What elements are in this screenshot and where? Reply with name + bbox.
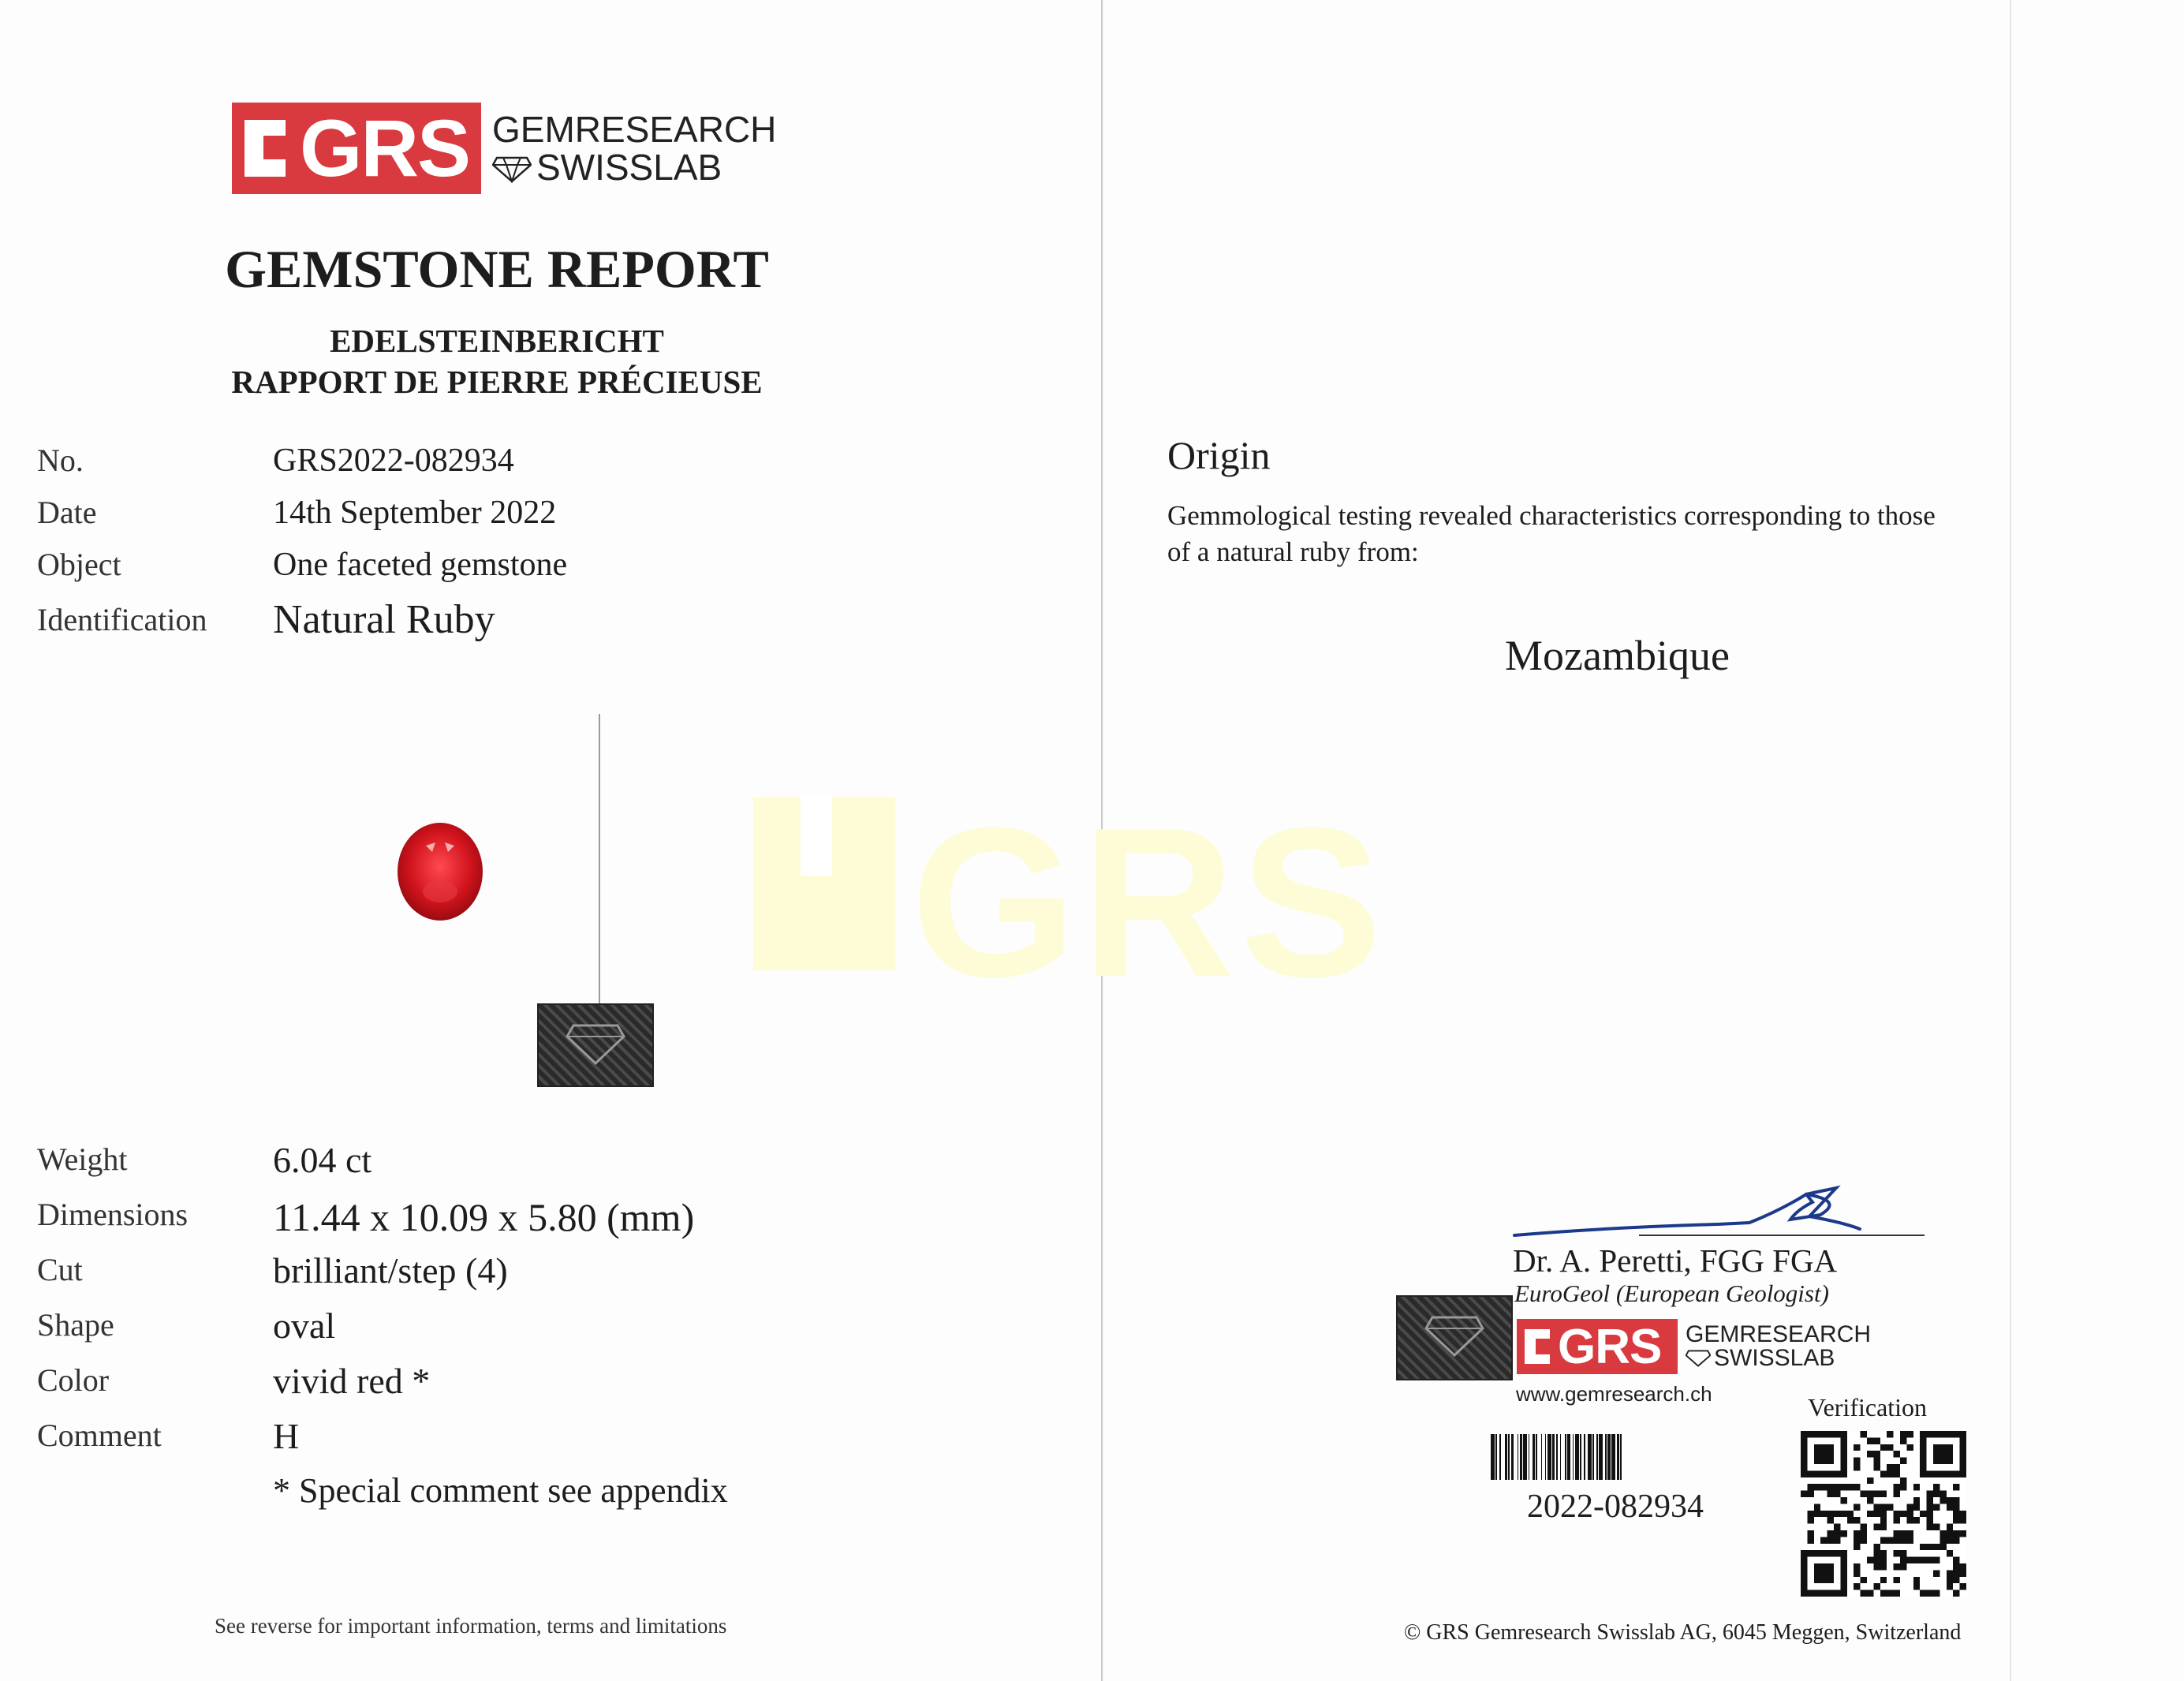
qr-module bbox=[1913, 1497, 1920, 1504]
qr-module bbox=[1840, 1511, 1846, 1517]
qr-module bbox=[1847, 1511, 1854, 1517]
property-value-dimensions: 11.44 x 10.09 x 5.80 (mm) bbox=[273, 1195, 695, 1239]
qr-module bbox=[1873, 1511, 1880, 1517]
qr-module bbox=[1953, 1557, 1959, 1563]
qr-module bbox=[1873, 1458, 1880, 1464]
qr-module bbox=[1947, 1550, 1953, 1556]
detail-label-date: Date bbox=[37, 495, 97, 530]
qr-module bbox=[1900, 1458, 1906, 1464]
qr-module bbox=[1834, 1484, 1840, 1490]
grs-logo-mark bbox=[1517, 1319, 1678, 1374]
qr-module bbox=[1894, 1470, 1900, 1477]
qr-module bbox=[1854, 1537, 1860, 1543]
qr-module bbox=[1894, 1511, 1900, 1517]
logo-name-line2: SWISSLAB bbox=[536, 147, 722, 188]
qr-module bbox=[1861, 1524, 1867, 1530]
qr-module bbox=[1873, 1491, 1880, 1497]
qr-module bbox=[1820, 1537, 1827, 1543]
qr-module bbox=[1960, 1570, 1966, 1576]
property-label-cut: Cut bbox=[37, 1252, 83, 1287]
qr-module bbox=[1854, 1444, 1860, 1451]
gemresearch-swisslab-wordmark bbox=[492, 109, 777, 188]
qr-module bbox=[1807, 1537, 1813, 1543]
grs-logo-text: GRS bbox=[1558, 1319, 1662, 1374]
qr-module bbox=[1861, 1431, 1867, 1437]
qr-module bbox=[1827, 1484, 1834, 1490]
qr-module bbox=[1947, 1583, 1953, 1589]
qr-module bbox=[1960, 1583, 1966, 1589]
qr-module bbox=[1913, 1517, 1920, 1523]
grs-logo-text: GRS bbox=[300, 103, 470, 193]
barcode bbox=[1491, 1434, 1751, 1480]
qr-module bbox=[1880, 1524, 1887, 1530]
qr-module bbox=[1867, 1491, 1873, 1497]
qr-module bbox=[1906, 1431, 1913, 1437]
qr-module bbox=[1894, 1484, 1900, 1490]
qr-module bbox=[1880, 1577, 1887, 1583]
copyright-footer: © GRS Gemresearch Swisslab AG, 6045 Meggen, Switzerland bbox=[1404, 1620, 1962, 1645]
qr-module bbox=[1953, 1530, 1959, 1537]
qr-module bbox=[1953, 1577, 1959, 1583]
property-value-shape: oval bbox=[273, 1306, 336, 1346]
diamond-icon bbox=[1686, 1350, 1711, 1367]
qr-module bbox=[1906, 1511, 1913, 1517]
qr-module bbox=[1807, 1511, 1813, 1517]
swiss-cross-icon bbox=[245, 120, 286, 177]
qr-module bbox=[1927, 1511, 1933, 1517]
qr-module bbox=[1933, 1491, 1939, 1497]
report-title: GEMSTONE REPORT bbox=[225, 239, 769, 299]
qr-module bbox=[1867, 1511, 1873, 1517]
qr-module bbox=[1894, 1517, 1900, 1523]
qr-module bbox=[1873, 1451, 1880, 1457]
qr-module bbox=[1834, 1537, 1840, 1543]
qr-module bbox=[1880, 1563, 1887, 1570]
qr-module bbox=[1887, 1470, 1893, 1477]
qr-module bbox=[1900, 1431, 1906, 1437]
qr-module bbox=[1900, 1484, 1906, 1490]
qr-module bbox=[1861, 1530, 1867, 1537]
qr-module bbox=[1927, 1517, 1933, 1523]
qr-module bbox=[1894, 1537, 1900, 1543]
detail-value-identification: Natural Ruby bbox=[273, 597, 495, 642]
qr-module bbox=[1873, 1544, 1880, 1550]
qr-module bbox=[1847, 1484, 1854, 1490]
origin-heading: Origin bbox=[1167, 433, 1271, 477]
qr-module bbox=[1827, 1530, 1834, 1537]
qr-module bbox=[1920, 1590, 1926, 1597]
qr-module bbox=[1953, 1570, 1959, 1576]
qr-module bbox=[1913, 1583, 1920, 1589]
qr-module bbox=[1947, 1537, 1953, 1543]
qr-module bbox=[1827, 1537, 1834, 1543]
qr-module bbox=[1939, 1544, 1946, 1550]
special-comment-note: * Special comment see appendix bbox=[273, 1471, 728, 1510]
page-edge bbox=[2010, 0, 2011, 1681]
qr-module bbox=[1939, 1491, 1946, 1497]
qr-module bbox=[1854, 1544, 1860, 1550]
qr-module bbox=[1834, 1491, 1840, 1497]
grs-logo-small bbox=[1517, 1319, 1871, 1374]
qr-module bbox=[1960, 1517, 1966, 1523]
qr-module bbox=[1873, 1437, 1880, 1444]
detail-value-object: One faceted gemstone bbox=[273, 547, 568, 583]
qr-module bbox=[1900, 1477, 1906, 1484]
qr-module bbox=[1861, 1537, 1867, 1543]
barcode-number: 2022-082934 bbox=[1527, 1489, 1704, 1525]
detail-label-object: Object bbox=[37, 547, 121, 582]
qr-module bbox=[1913, 1484, 1920, 1490]
detail-value-number: GRS2022-082934 bbox=[273, 443, 514, 479]
qr-module bbox=[1933, 1570, 1939, 1576]
qr-module bbox=[1900, 1550, 1906, 1556]
signatory-title: EuroGeol (European Geologist) bbox=[1514, 1279, 1829, 1307]
qr-module bbox=[1906, 1557, 1913, 1563]
qr-module bbox=[1820, 1484, 1827, 1490]
property-label-comment: Comment bbox=[37, 1418, 162, 1453]
qr-module bbox=[1894, 1550, 1900, 1556]
barcode-bar bbox=[1622, 1434, 1624, 1480]
diamond-icon bbox=[492, 156, 532, 183]
verification-label: Verification bbox=[1808, 1393, 1928, 1421]
qr-module bbox=[1900, 1511, 1906, 1517]
qr-module bbox=[1880, 1537, 1887, 1543]
property-label-shape: Shape bbox=[37, 1307, 114, 1343]
qr-module bbox=[1939, 1537, 1946, 1543]
qr-module bbox=[1953, 1590, 1959, 1597]
report-subtitle-fr: RAPPORT DE PIERRE PRÉCIEUSE bbox=[231, 364, 763, 400]
qr-module bbox=[1960, 1563, 1966, 1570]
qr-module bbox=[1854, 1458, 1860, 1464]
qr-module bbox=[1880, 1517, 1887, 1523]
qr-module bbox=[1880, 1557, 1887, 1563]
website-link[interactable]: www.gemresearch.ch bbox=[1516, 1382, 1712, 1406]
qr-module bbox=[1887, 1431, 1893, 1437]
qr-module bbox=[1906, 1444, 1913, 1451]
qr-module bbox=[1894, 1577, 1900, 1583]
qr-module bbox=[1920, 1511, 1926, 1517]
qr-module bbox=[1927, 1491, 1933, 1497]
qr-module bbox=[1867, 1590, 1873, 1597]
property-value-comment: H bbox=[273, 1416, 300, 1456]
qr-module bbox=[1814, 1484, 1820, 1490]
qr-module bbox=[1854, 1530, 1860, 1537]
qr-module bbox=[1827, 1491, 1834, 1497]
property-value-cut: brilliant/step (4) bbox=[273, 1250, 508, 1291]
qr-module bbox=[1854, 1517, 1860, 1523]
qr-module bbox=[1947, 1577, 1953, 1583]
qr-module bbox=[1933, 1504, 1939, 1510]
qr-module bbox=[1906, 1530, 1913, 1537]
qr-module bbox=[1927, 1590, 1933, 1597]
qr-module bbox=[1960, 1511, 1966, 1517]
qr-module bbox=[1894, 1590, 1900, 1597]
detail-label-identification: Identification bbox=[37, 602, 207, 637]
qr-finder bbox=[1814, 1563, 1834, 1583]
qr-module bbox=[1867, 1437, 1873, 1444]
grs-logo-mark bbox=[232, 103, 481, 194]
qr-module bbox=[1873, 1550, 1880, 1556]
qr-module bbox=[1880, 1504, 1887, 1510]
qr-module bbox=[1854, 1583, 1860, 1589]
ruby-photo bbox=[394, 820, 486, 923]
detail-label-number: No. bbox=[37, 443, 84, 478]
qr-module bbox=[1814, 1504, 1820, 1510]
qr-module bbox=[1927, 1504, 1933, 1510]
qr-module bbox=[1947, 1570, 1953, 1576]
qr-module bbox=[1894, 1530, 1900, 1537]
qr-module bbox=[1939, 1530, 1946, 1537]
qr-module bbox=[1947, 1497, 1953, 1504]
origin-text-line1: Gemmological testing revealed characteristics corresponding to those bbox=[1167, 500, 1936, 531]
qr-module bbox=[1900, 1437, 1906, 1444]
qr-module bbox=[1894, 1451, 1900, 1457]
qr-module bbox=[1873, 1557, 1880, 1563]
qr-module bbox=[1953, 1484, 1959, 1490]
qr-module bbox=[1854, 1570, 1860, 1576]
qr-module bbox=[1887, 1590, 1893, 1597]
qr-module bbox=[1880, 1491, 1887, 1497]
qr-module bbox=[1840, 1530, 1846, 1537]
swiss-cross-icon bbox=[1525, 1329, 1550, 1364]
qr-module bbox=[1906, 1537, 1913, 1543]
qr-module bbox=[1880, 1511, 1887, 1517]
qr-module bbox=[1880, 1590, 1887, 1597]
property-value-weight: 6.04 ct bbox=[273, 1140, 372, 1180]
qr-module bbox=[1867, 1451, 1873, 1457]
qr-finder bbox=[1814, 1444, 1834, 1464]
qr-module bbox=[1933, 1557, 1939, 1563]
qr-module bbox=[1887, 1464, 1893, 1470]
qr-module bbox=[1894, 1464, 1900, 1470]
qr-module bbox=[1953, 1537, 1959, 1543]
qr-module bbox=[1927, 1557, 1933, 1563]
qr-module bbox=[1927, 1524, 1933, 1530]
qr-finder bbox=[1933, 1444, 1953, 1464]
verification-qr-code[interactable] bbox=[1801, 1431, 1966, 1597]
qr-module bbox=[1906, 1504, 1913, 1510]
qr-module bbox=[1854, 1464, 1860, 1470]
diamond-icon bbox=[1424, 1314, 1484, 1358]
qr-module bbox=[1861, 1590, 1867, 1597]
qr-module bbox=[1900, 1563, 1906, 1570]
qr-module bbox=[1814, 1511, 1820, 1517]
qr-module bbox=[1827, 1517, 1834, 1523]
qr-module bbox=[1894, 1563, 1900, 1570]
qr-module bbox=[1933, 1544, 1939, 1550]
qr-module bbox=[1867, 1557, 1873, 1563]
origin-country: Mozambique bbox=[1505, 632, 1730, 679]
grs-logo bbox=[232, 103, 776, 194]
terms-notice: See reverse for important information, terms and limitations bbox=[215, 1614, 727, 1638]
hologram-sticker-small bbox=[1396, 1295, 1513, 1380]
qr-module bbox=[1827, 1511, 1834, 1517]
qr-module bbox=[1960, 1530, 1966, 1537]
qr-module bbox=[1920, 1557, 1926, 1563]
qr-module bbox=[1887, 1504, 1893, 1510]
qr-module bbox=[1854, 1504, 1860, 1510]
logo-name-line1: GEMRESEARCH bbox=[1686, 1321, 1872, 1347]
qr-module bbox=[1920, 1544, 1926, 1550]
photo-divider bbox=[599, 714, 600, 1004]
qr-module bbox=[1820, 1511, 1827, 1517]
qr-module bbox=[1807, 1530, 1813, 1537]
qr-module bbox=[1953, 1563, 1959, 1570]
qr-module bbox=[1913, 1557, 1920, 1563]
qr-module bbox=[1880, 1444, 1887, 1451]
qr-module bbox=[1953, 1511, 1959, 1517]
qr-module bbox=[1801, 1491, 1807, 1497]
qr-module bbox=[1953, 1517, 1959, 1523]
logo-name-line1: GEMRESEARCH bbox=[492, 109, 777, 150]
property-label-color: Color bbox=[37, 1362, 110, 1398]
qr-module bbox=[1913, 1577, 1920, 1583]
qr-module bbox=[1873, 1504, 1880, 1510]
qr-module bbox=[1887, 1444, 1893, 1451]
qr-module bbox=[1933, 1524, 1939, 1530]
qr-module bbox=[1880, 1470, 1887, 1477]
qr-module bbox=[1847, 1517, 1854, 1523]
qr-module bbox=[1873, 1464, 1880, 1470]
qr-module bbox=[1807, 1491, 1813, 1497]
logo-name-line2: SWISSLAB bbox=[1714, 1345, 1835, 1371]
qr-module bbox=[1861, 1577, 1867, 1583]
grs-watermark: GRS bbox=[911, 784, 1387, 1022]
diamond-icon bbox=[566, 1022, 625, 1067]
qr-module bbox=[1854, 1484, 1860, 1490]
qr-module bbox=[1873, 1583, 1880, 1589]
gemresearch-swisslab-wordmark bbox=[1686, 1323, 1871, 1370]
qr-module bbox=[1939, 1497, 1946, 1504]
qr-module bbox=[1900, 1537, 1906, 1543]
qr-module bbox=[1834, 1530, 1840, 1537]
qr-module bbox=[1900, 1530, 1906, 1537]
qr-module bbox=[1887, 1537, 1893, 1543]
qr-module bbox=[1947, 1504, 1953, 1510]
origin-text-line2: of a natural ruby from: bbox=[1167, 536, 1419, 567]
qr-module bbox=[1913, 1504, 1920, 1510]
qr-module bbox=[1867, 1497, 1873, 1504]
qr-module bbox=[1867, 1477, 1873, 1484]
qr-module bbox=[1953, 1504, 1959, 1510]
qr-module bbox=[1834, 1524, 1840, 1530]
property-value-color: vivid red * bbox=[273, 1361, 431, 1401]
hologram-sticker bbox=[537, 1003, 654, 1087]
qr-module bbox=[1933, 1590, 1939, 1597]
qr-module bbox=[1854, 1563, 1860, 1570]
qr-module bbox=[1906, 1517, 1913, 1523]
signature bbox=[1513, 1179, 1931, 1242]
qr-module bbox=[1861, 1491, 1867, 1497]
signatory-name: Dr. A. Peretti, FGG FGA bbox=[1513, 1242, 1838, 1279]
report-subtitle-de: EDELSTEINBERICHT bbox=[330, 323, 664, 359]
qr-module bbox=[1900, 1557, 1906, 1563]
qr-module bbox=[1927, 1497, 1933, 1504]
qr-module bbox=[1880, 1550, 1887, 1556]
qr-module bbox=[1894, 1491, 1900, 1497]
detail-value-date: 14th September 2022 bbox=[273, 495, 557, 531]
qr-module bbox=[1840, 1484, 1846, 1490]
qr-module bbox=[1807, 1484, 1813, 1490]
qr-module bbox=[1927, 1544, 1933, 1550]
qr-module bbox=[1834, 1511, 1840, 1517]
qr-module bbox=[1840, 1497, 1846, 1504]
qr-module bbox=[1933, 1484, 1939, 1490]
qr-module bbox=[1873, 1563, 1880, 1570]
qr-module bbox=[1807, 1517, 1813, 1523]
property-label-dimensions: Dimensions bbox=[37, 1197, 189, 1232]
property-label-weight: Weight bbox=[37, 1141, 128, 1177]
qr-module bbox=[1947, 1530, 1953, 1537]
qr-module bbox=[1873, 1524, 1880, 1530]
qr-module bbox=[1953, 1497, 1959, 1504]
qr-module bbox=[1947, 1524, 1953, 1530]
